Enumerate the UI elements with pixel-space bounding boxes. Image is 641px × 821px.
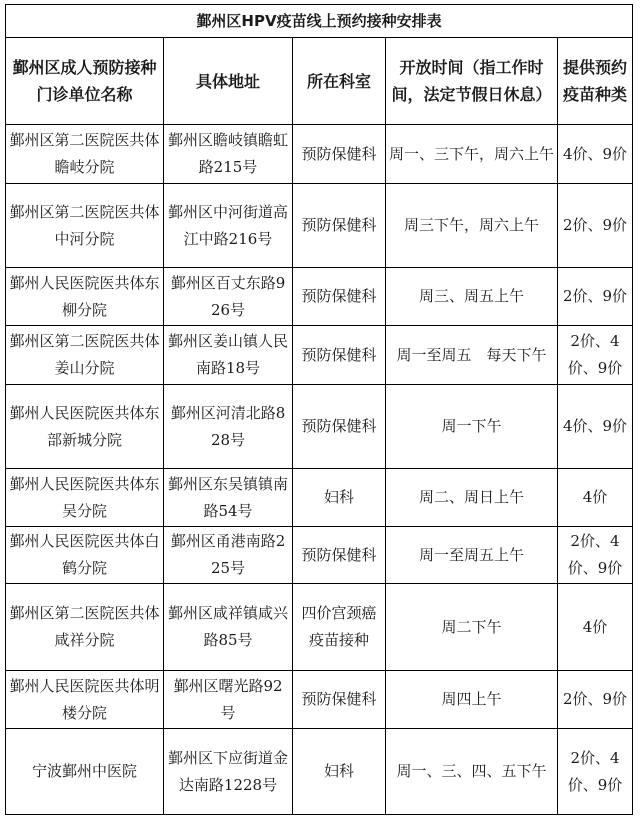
address-cell: 鄞州区河清北路828号 [164, 385, 293, 469]
department-cell: 预防保健科 [293, 125, 386, 184]
address-cell: 鄞州区瞻岐镇瞻虹路215号 [164, 125, 293, 184]
header-clinic-name: 鄞州区成人预防接种门诊单位名称 [6, 38, 164, 125]
hours-cell: 周一至周五上午 [386, 527, 558, 584]
table-row [6, 184, 633, 268]
address-cell: 鄞州区曙光路92号 [164, 671, 293, 729]
table-row [6, 527, 633, 584]
table-row [6, 469, 633, 527]
header-department: 所在科室 [293, 38, 386, 125]
clinic-name-cell: 宁波鄞州中医院 [6, 729, 164, 815]
clinic-name-cell: 鄞州区第二医院医共体咸祥分院 [6, 584, 164, 671]
hours-cell: 周二、周日上午 [386, 469, 558, 527]
vaccine-types-cell: 2价、4价、9价 [558, 527, 633, 584]
department-cell: 预防保健科 [293, 385, 386, 469]
hours-cell: 周三下午，周六上午 [386, 184, 558, 268]
department-cell: 预防保健科 [293, 184, 386, 268]
vaccine-types-cell: 4价 [558, 469, 633, 527]
vaccine-types-cell: 4价 [558, 584, 633, 671]
department-cell: 妇科 [293, 469, 386, 527]
table-row [6, 385, 633, 469]
hours-cell: 周一下午 [386, 385, 558, 469]
clinic-name-cell: 鄞州人民医院医共体东吴分院 [6, 469, 164, 527]
clinic-name-cell: 鄞州人民医院医共体明楼分院 [6, 671, 164, 729]
clinic-name-cell: 鄞州区第二医院医共体瞻岐分院 [6, 125, 164, 184]
vaccine-types-cell: 2价、9价 [558, 268, 633, 326]
hours-cell: 周二下午 [386, 584, 558, 671]
vaccine-types-cell: 2价、9价 [558, 671, 633, 729]
table-row [6, 729, 633, 815]
table-row [6, 584, 633, 671]
department-cell: 预防保健科 [293, 326, 386, 385]
hours-cell: 周三、周五上午 [386, 268, 558, 326]
header-address: 具体地址 [164, 38, 293, 125]
vaccine-types-cell: 4价、9价 [558, 385, 633, 469]
header-row [6, 38, 633, 125]
hours-cell: 周一、三下午，周六上午 [386, 125, 558, 184]
table-row [6, 125, 633, 184]
department-cell: 妇科 [293, 729, 386, 815]
vaccine-types-cell: 2价、4价、9价 [558, 326, 633, 385]
hours-cell: 周四上午 [386, 671, 558, 729]
header-hours: 开放时间（指工作时间，法定节假日休息） [386, 38, 558, 125]
department-cell: 预防保健科 [293, 527, 386, 584]
hours-cell: 周一至周五 每天下午 [386, 326, 558, 385]
table-row [6, 268, 633, 326]
address-cell: 鄞州区甬港南路225号 [164, 527, 293, 584]
address-cell: 鄞州区下应街道金达南路1228号 [164, 729, 293, 815]
address-cell: 鄞州区东吴镇镇南路54号 [164, 469, 293, 527]
header-vaccines: 提供预约疫苗种类 [558, 38, 633, 125]
title-row [6, 5, 633, 38]
address-cell: 鄞州区中河街道高江中路216号 [164, 184, 293, 268]
clinic-name-cell: 鄞州人民医院医共体东部新城分院 [6, 385, 164, 469]
vaccine-types-cell: 4价、9价 [558, 125, 633, 184]
clinic-name-cell: 鄞州区第二医院医共体中河分院 [6, 184, 164, 268]
address-cell: 鄞州区咸祥镇咸兴路85号 [164, 584, 293, 671]
department-cell: 四价宫颈癌疫苗接种 [293, 584, 386, 671]
address-cell: 鄞州区百丈东路926号 [164, 268, 293, 326]
vaccine-types-cell: 2价、9价 [558, 184, 633, 268]
table-row [6, 671, 633, 729]
vaccine-types-cell: 2价、4价、9价 [558, 729, 633, 815]
department-cell: 预防保健科 [293, 268, 386, 326]
clinic-name-cell: 鄞州区第二医院医共体姜山分院 [6, 326, 164, 385]
table-title: 鄞州区HPV疫苗线上预约接种安排表 [6, 5, 633, 38]
department-cell: 预防保健科 [293, 671, 386, 729]
clinic-name-cell: 鄞州人民医院医共体东柳分院 [6, 268, 164, 326]
table-row [6, 326, 633, 385]
address-cell: 鄞州区姜山镇人民南路18号 [164, 326, 293, 385]
schedule-table [5, 4, 633, 815]
hours-cell: 周一、三、四、五下午 [386, 729, 558, 815]
clinic-name-cell: 鄞州人民医院医共体白鹤分院 [6, 527, 164, 584]
